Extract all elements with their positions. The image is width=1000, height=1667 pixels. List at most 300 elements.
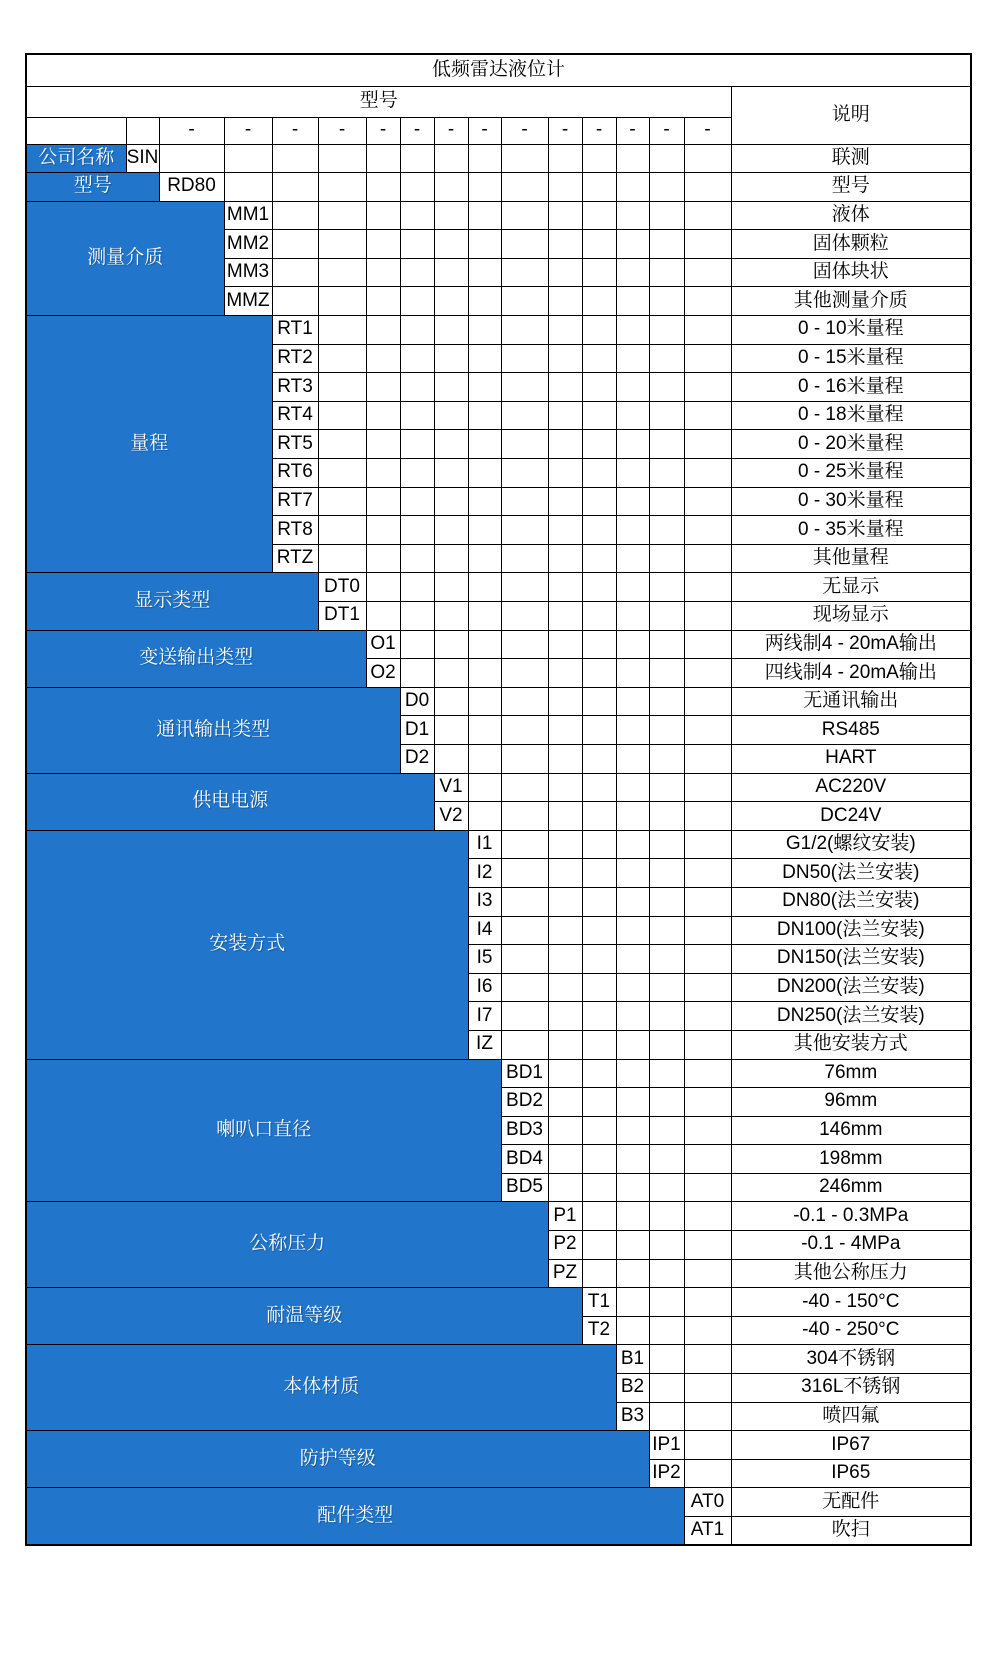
empty-cell	[582, 258, 616, 287]
category-cell: 供电电源	[26, 773, 434, 830]
empty-cell	[649, 859, 684, 888]
empty-cell	[582, 744, 616, 773]
empty-cell	[468, 602, 501, 631]
code-cell: AT1	[684, 1517, 731, 1546]
empty-cell	[582, 1088, 616, 1117]
empty-cell	[684, 859, 731, 888]
empty-cell	[684, 287, 731, 316]
empty-cell	[684, 887, 731, 916]
empty-cell	[400, 401, 434, 430]
code-cell: SIN	[126, 144, 159, 173]
code-cell: RT5	[272, 430, 318, 459]
empty-cell	[501, 773, 548, 802]
category-cell: 公司名称	[26, 144, 126, 173]
empty-cell	[684, 773, 731, 802]
empty-cell	[649, 316, 684, 345]
category-cell: 耐温等级	[26, 1288, 582, 1345]
dash-cell: -	[224, 117, 272, 144]
empty-cell	[318, 459, 366, 488]
description-cell: DN80(法兰安装)	[731, 887, 971, 916]
empty-cell	[649, 630, 684, 659]
empty-cell	[684, 1231, 731, 1260]
empty-cell	[616, 1030, 649, 1059]
empty-cell	[501, 344, 548, 373]
code-cell: D0	[400, 687, 434, 716]
empty-cell	[684, 230, 731, 259]
empty-cell	[616, 1288, 649, 1317]
empty-cell	[434, 544, 468, 573]
description-cell: 0 - 30米量程	[731, 487, 971, 516]
empty-cell	[649, 887, 684, 916]
empty-cell	[548, 1173, 582, 1202]
description-cell: 其他公称压力	[731, 1259, 971, 1288]
empty-cell	[272, 173, 318, 202]
empty-cell	[616, 573, 649, 602]
empty-cell	[582, 1002, 616, 1031]
empty-cell	[318, 173, 366, 202]
empty-cell	[582, 1173, 616, 1202]
empty-cell	[548, 687, 582, 716]
description-cell: HART	[731, 744, 971, 773]
empty-cell	[318, 201, 366, 230]
empty-cell	[582, 773, 616, 802]
description-cell: IP67	[731, 1431, 971, 1460]
empty-cell	[684, 258, 731, 287]
empty-cell	[468, 344, 501, 373]
empty-cell	[616, 1173, 649, 1202]
empty-cell	[684, 830, 731, 859]
category-cell: 量程	[26, 316, 272, 573]
empty-cell	[400, 516, 434, 545]
empty-cell	[434, 173, 468, 202]
empty-cell	[582, 1202, 616, 1231]
description-cell: 固体块状	[731, 258, 971, 287]
empty-cell	[366, 544, 400, 573]
empty-cell	[434, 459, 468, 488]
empty-cell	[548, 459, 582, 488]
code-cell: I1	[468, 830, 501, 859]
code-cell: MM3	[224, 258, 272, 287]
description-cell: 吹扫	[731, 1517, 971, 1546]
empty-cell	[468, 487, 501, 516]
empty-cell	[366, 602, 400, 631]
description-cell: 76mm	[731, 1059, 971, 1088]
empty-cell	[582, 201, 616, 230]
code-cell: V1	[434, 773, 468, 802]
empty-cell	[582, 516, 616, 545]
code-cell: I7	[468, 1002, 501, 1031]
empty-cell	[548, 1145, 582, 1174]
description-cell: -0.1 - 0.3MPa	[731, 1202, 971, 1231]
category-cell: 显示类型	[26, 573, 318, 630]
description-cell: 其他量程	[731, 544, 971, 573]
empty-cell	[616, 1059, 649, 1088]
empty-cell	[649, 1173, 684, 1202]
empty-cell	[684, 1059, 731, 1088]
empty-cell	[501, 602, 548, 631]
empty-cell	[684, 573, 731, 602]
empty-cell	[684, 1374, 731, 1403]
empty-cell	[468, 401, 501, 430]
empty-cell	[649, 344, 684, 373]
empty-cell	[434, 201, 468, 230]
empty-cell	[272, 258, 318, 287]
empty-cell	[582, 830, 616, 859]
empty-cell	[649, 916, 684, 945]
description-cell: 316L不锈钢	[731, 1374, 971, 1403]
empty-cell	[318, 373, 366, 402]
code-cell: RT6	[272, 459, 318, 488]
empty-cell	[468, 201, 501, 230]
empty-cell	[582, 1030, 616, 1059]
empty-cell	[434, 287, 468, 316]
empty-cell	[582, 430, 616, 459]
dash-cell: -	[684, 117, 731, 144]
empty-cell	[582, 573, 616, 602]
empty-cell	[582, 344, 616, 373]
table-row	[26, 687, 971, 716]
empty-cell	[501, 230, 548, 259]
empty-cell	[616, 144, 649, 173]
code-cell: DT1	[318, 602, 366, 631]
empty-cell	[649, 230, 684, 259]
code-cell: BD1	[501, 1059, 548, 1088]
empty-cell	[548, 1030, 582, 1059]
empty-cell	[649, 544, 684, 573]
code-cell: T1	[582, 1288, 616, 1317]
table-row	[26, 1059, 971, 1088]
empty-cell	[548, 630, 582, 659]
description-cell: 型号	[731, 173, 971, 202]
description-cell: DN150(法兰安装)	[731, 945, 971, 974]
empty-cell	[548, 1116, 582, 1145]
empty-cell	[649, 716, 684, 745]
code-cell: IZ	[468, 1030, 501, 1059]
empty-cell	[548, 773, 582, 802]
category-cell: 本体材质	[26, 1345, 616, 1431]
empty-cell	[616, 973, 649, 1002]
empty-cell	[649, 487, 684, 516]
empty-cell	[366, 516, 400, 545]
empty-cell	[616, 258, 649, 287]
code-cell: O1	[366, 630, 400, 659]
empty-cell	[501, 1030, 548, 1059]
empty-cell	[400, 230, 434, 259]
empty-cell	[468, 316, 501, 345]
empty-cell	[616, 630, 649, 659]
empty-cell	[468, 287, 501, 316]
description-cell: 固体颗粒	[731, 230, 971, 259]
empty-cell	[400, 630, 434, 659]
empty-cell	[649, 1145, 684, 1174]
table-row	[26, 144, 971, 173]
empty-cell	[649, 201, 684, 230]
empty-cell	[468, 687, 501, 716]
empty-cell	[434, 344, 468, 373]
description-cell: 0 - 10米量程	[731, 316, 971, 345]
empty-cell	[366, 144, 400, 173]
empty-cell	[272, 230, 318, 259]
empty-cell	[400, 573, 434, 602]
empty-cell	[616, 487, 649, 516]
code-cell: RT2	[272, 344, 318, 373]
empty-cell	[684, 401, 731, 430]
empty-cell	[501, 802, 548, 831]
empty-cell	[468, 144, 501, 173]
empty-cell	[582, 373, 616, 402]
model-header-row	[26, 86, 971, 117]
empty-cell	[468, 659, 501, 688]
empty-cell	[501, 401, 548, 430]
empty-cell	[434, 687, 468, 716]
code-cell: I4	[468, 916, 501, 945]
empty-cell	[548, 287, 582, 316]
empty-cell	[548, 1059, 582, 1088]
empty-cell	[400, 487, 434, 516]
description-cell: -40 - 150°C	[731, 1288, 971, 1317]
dash-cell: -	[366, 117, 400, 144]
empty-cell	[649, 830, 684, 859]
empty-cell	[616, 1145, 649, 1174]
code-cell: RTZ	[272, 544, 318, 573]
empty-cell	[548, 373, 582, 402]
description-cell: 0 - 35米量程	[731, 516, 971, 545]
empty-cell	[616, 373, 649, 402]
empty-cell	[400, 459, 434, 488]
empty-cell	[649, 802, 684, 831]
code-cell: RT4	[272, 401, 318, 430]
empty-cell	[649, 1259, 684, 1288]
description-cell: 四线制4 - 20mA输出	[731, 659, 971, 688]
empty-cell	[548, 1088, 582, 1117]
empty-cell	[684, 459, 731, 488]
empty-cell	[434, 230, 468, 259]
code-cell: B3	[616, 1402, 649, 1431]
empty-cell	[434, 258, 468, 287]
category-cell: 变送输出类型	[26, 630, 366, 687]
empty-cell	[548, 430, 582, 459]
empty-cell	[684, 430, 731, 459]
dash-cell: -	[582, 117, 616, 144]
empty-cell	[616, 602, 649, 631]
empty-cell	[501, 1002, 548, 1031]
empty-cell	[501, 716, 548, 745]
empty-cell	[616, 887, 649, 916]
empty-cell	[616, 516, 649, 545]
empty-cell	[366, 230, 400, 259]
empty-cell	[684, 1116, 731, 1145]
empty-cell	[616, 1116, 649, 1145]
empty-cell	[548, 173, 582, 202]
dash-cell: -	[468, 117, 501, 144]
empty-cell	[684, 1431, 731, 1460]
empty-cell	[501, 573, 548, 602]
table-row	[26, 173, 971, 202]
description-cell: 无通讯输出	[731, 687, 971, 716]
empty-cell	[501, 887, 548, 916]
code-cell: IP1	[649, 1431, 684, 1460]
code-cell: I3	[468, 887, 501, 916]
empty-cell	[434, 373, 468, 402]
empty-cell	[649, 1116, 684, 1145]
empty-cell	[501, 659, 548, 688]
empty-cell	[649, 173, 684, 202]
empty-cell	[434, 602, 468, 631]
empty-cell	[548, 401, 582, 430]
empty-cell	[548, 973, 582, 1002]
empty-cell	[501, 316, 548, 345]
empty-cell	[616, 401, 649, 430]
code-cell: MM2	[224, 230, 272, 259]
empty-cell	[400, 430, 434, 459]
empty-cell	[582, 459, 616, 488]
empty-cell	[582, 1231, 616, 1260]
empty-cell	[582, 687, 616, 716]
empty-cell	[434, 516, 468, 545]
empty-cell	[501, 144, 548, 173]
description-cell: 现场显示	[731, 602, 971, 631]
dash-cell: -	[616, 117, 649, 144]
description-cell: -0.1 - 4MPa	[731, 1231, 971, 1260]
category-cell: 测量介质	[26, 201, 224, 315]
empty-cell	[468, 230, 501, 259]
empty-cell	[468, 744, 501, 773]
code-cell: P2	[548, 1231, 582, 1260]
empty-cell	[582, 401, 616, 430]
code-cell: D2	[400, 744, 434, 773]
category-cell: 型号	[26, 173, 159, 202]
empty-cell	[684, 1202, 731, 1231]
empty-cell	[649, 287, 684, 316]
empty-cell	[649, 1030, 684, 1059]
empty-cell	[684, 316, 731, 345]
empty-cell	[649, 687, 684, 716]
category-cell: 公称压力	[26, 1202, 548, 1288]
empty-cell	[468, 258, 501, 287]
empty-cell	[616, 830, 649, 859]
empty-cell	[434, 487, 468, 516]
empty-cell	[684, 1030, 731, 1059]
code-cell: V2	[434, 802, 468, 831]
empty-cell	[649, 459, 684, 488]
empty-cell	[26, 117, 126, 144]
description-cell: -40 - 250°C	[731, 1316, 971, 1345]
empty-cell	[582, 316, 616, 345]
description-cell: 198mm	[731, 1145, 971, 1174]
empty-cell	[616, 1088, 649, 1117]
empty-cell	[684, 602, 731, 631]
dash-cell: -	[501, 117, 548, 144]
empty-cell	[684, 687, 731, 716]
empty-cell	[318, 144, 366, 173]
empty-cell	[366, 344, 400, 373]
empty-cell	[616, 430, 649, 459]
empty-cell	[649, 1059, 684, 1088]
empty-cell	[366, 459, 400, 488]
empty-cell	[468, 173, 501, 202]
empty-cell	[548, 487, 582, 516]
empty-cell	[684, 544, 731, 573]
description-cell: DC24V	[731, 802, 971, 831]
empty-cell	[434, 630, 468, 659]
empty-cell	[366, 316, 400, 345]
empty-cell	[616, 659, 649, 688]
empty-cell	[548, 945, 582, 974]
empty-cell	[649, 573, 684, 602]
empty-cell	[318, 287, 366, 316]
empty-cell	[684, 945, 731, 974]
empty-cell	[582, 887, 616, 916]
empty-cell	[616, 1202, 649, 1231]
empty-cell	[501, 687, 548, 716]
table-row	[26, 773, 971, 802]
empty-cell	[318, 516, 366, 545]
empty-cell	[616, 1002, 649, 1031]
empty-cell	[684, 1345, 731, 1374]
empty-cell	[649, 1088, 684, 1117]
description-cell: 0 - 16米量程	[731, 373, 971, 402]
empty-cell	[366, 487, 400, 516]
code-cell: B1	[616, 1345, 649, 1374]
empty-cell	[616, 344, 649, 373]
empty-cell	[649, 1345, 684, 1374]
empty-cell	[684, 173, 731, 202]
code-cell: IP2	[649, 1459, 684, 1488]
dash-cell: -	[318, 117, 366, 144]
empty-cell	[649, 373, 684, 402]
empty-cell	[434, 430, 468, 459]
empty-cell	[501, 544, 548, 573]
table-row	[26, 1431, 971, 1460]
description-cell: 喷四氟	[731, 1402, 971, 1431]
empty-cell	[649, 1202, 684, 1231]
description-cell: AC220V	[731, 773, 971, 802]
empty-cell	[616, 916, 649, 945]
empty-cell	[684, 487, 731, 516]
description-cell: 0 - 15米量程	[731, 344, 971, 373]
empty-cell	[649, 401, 684, 430]
empty-cell	[616, 459, 649, 488]
empty-cell	[684, 516, 731, 545]
empty-cell	[548, 659, 582, 688]
empty-cell	[501, 258, 548, 287]
empty-cell	[684, 344, 731, 373]
empty-cell	[366, 401, 400, 430]
empty-cell	[400, 287, 434, 316]
empty-cell	[684, 1316, 731, 1345]
code-cell: B2	[616, 1374, 649, 1403]
empty-cell	[224, 173, 272, 202]
description-cell: DN100(法兰安装)	[731, 916, 971, 945]
empty-cell	[548, 516, 582, 545]
table-row	[26, 630, 971, 659]
empty-cell	[548, 573, 582, 602]
category-cell: 配件类型	[26, 1488, 684, 1545]
empty-cell	[616, 201, 649, 230]
empty-cell	[649, 1374, 684, 1403]
empty-cell	[616, 1231, 649, 1260]
category-cell: 喇叭口直径	[26, 1059, 501, 1202]
empty-cell	[400, 144, 434, 173]
empty-cell	[649, 144, 684, 173]
empty-cell	[649, 258, 684, 287]
empty-cell	[548, 1002, 582, 1031]
code-cell: BD2	[501, 1088, 548, 1117]
empty-cell	[468, 459, 501, 488]
empty-cell	[684, 659, 731, 688]
empty-cell	[272, 201, 318, 230]
empty-cell	[400, 316, 434, 345]
